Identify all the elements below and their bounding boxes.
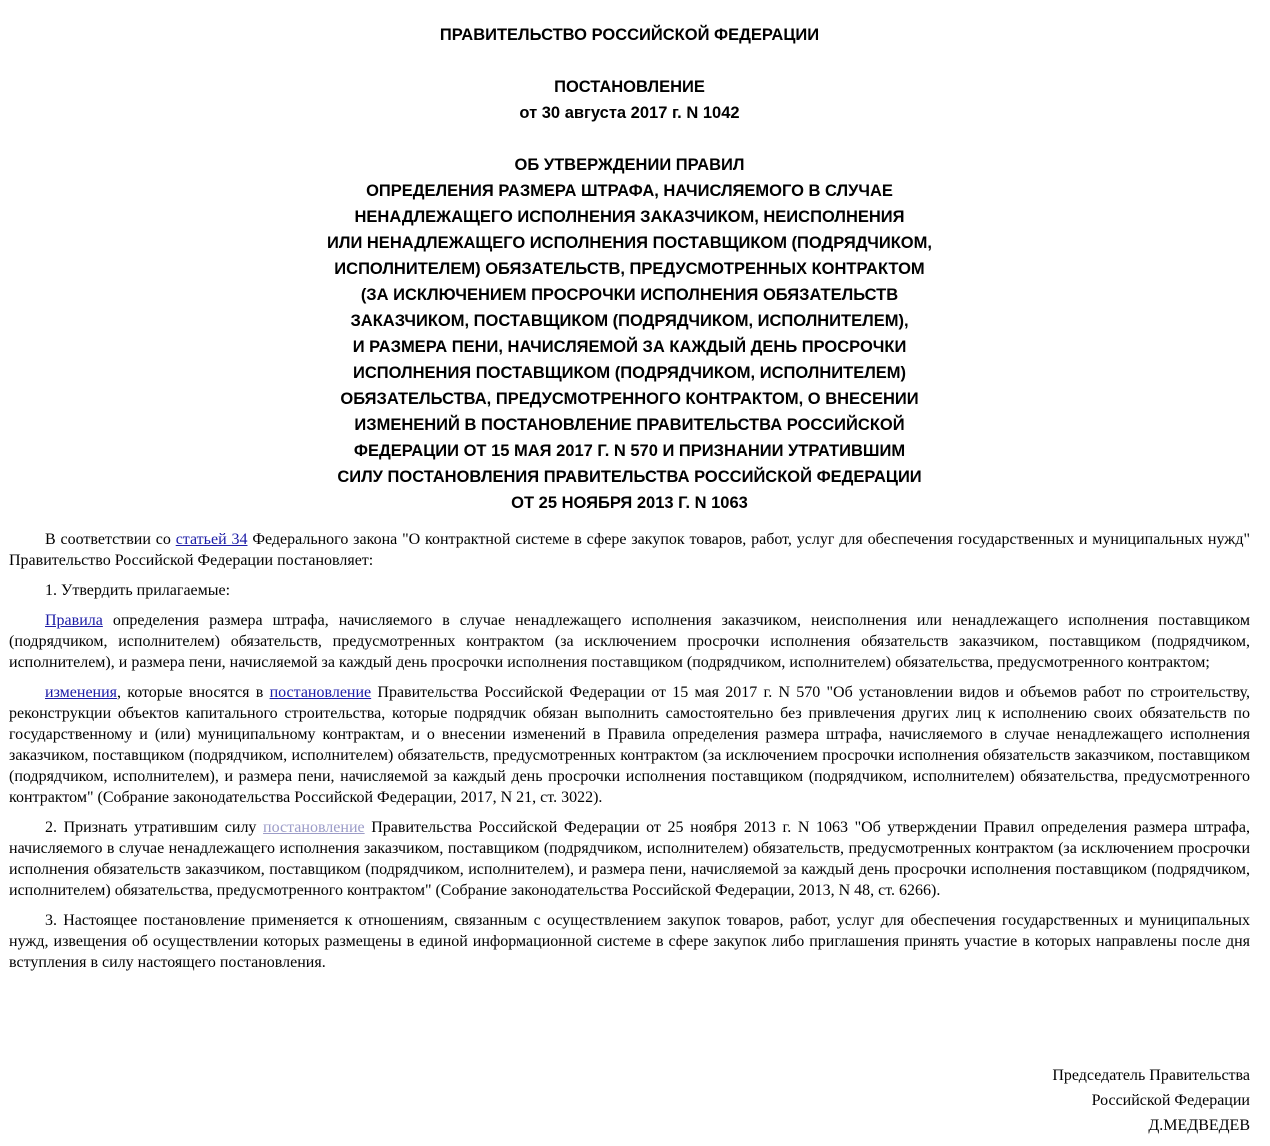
title-line: ИСПОЛНИТЕЛЕМ) ОБЯЗАТЕЛЬСТВ, ПРЕДУСМОТРЕННЫХ КОНТРАКТОМ <box>334 260 925 278</box>
title-line: ФЕДЕРАЦИИ ОТ 15 МАЯ 2017 Г. N 570 И ПРИЗНАНИИ УТРАТИВШИМ <box>353 442 906 460</box>
item-2-text-before: 2. Признать утратившим силу <box>45 819 264 836</box>
title-line: ОТ 25 НОЯБРЯ 2013 Г. N 1063 <box>511 494 748 512</box>
rules-text: определения размера штрафа, начисляемого в случае ненадлежащего исполнения заказчиком, неисполнения или ненадлежащего исполнения поставщиком (подрядчиком, исполнителем) обязательств, предусмотренных контрактом (за исключением просрочки исполнения обязательств заказчиком, поставщиком (подрядчиком, исполнителем), и размера пени, начисляемой за каждый день просрочки исполнения поставщиком (подрядчиком, исполнителем) обязательства, предусмотренного контрактом; <box>9 612 1250 671</box>
government-heading: ПРАВИТЕЛЬСТВО РОССИЙСКОЙ ФЕДЕРАЦИИ <box>439 26 820 44</box>
resolution-1063-link[interactable]: постановление <box>263 819 365 836</box>
title-line: ОПРЕДЕЛЕНИЯ РАЗМЕРА ШТРАФА, НАЧИСЛЯЕМОГО В СЛУЧАЕ <box>366 182 893 200</box>
title-line: ИЛИ НЕНАДЛЕЖАЩЕГО ИСПОЛНЕНИЯ ПОСТАВЩИКОМ (ПОДРЯДЧИКОМ, <box>327 234 932 252</box>
signature-name: Д.МЕДВЕДЕВ <box>1148 1117 1250 1134</box>
changes-paragraph <box>9 682 1250 808</box>
title-line: И РАЗМЕРА ПЕНИ, НАЧИСЛЯЕМОЙ ЗА КАЖДЫЙ ДЕНЬ ПРОСРОЧКИ <box>352 338 907 356</box>
document-body <box>9 529 1250 973</box>
changes-text: Правительства Российской Федерации от 15 мая 2017 г. N 570 "Об установлении видов и объемов работ по строительству, реконструкции объектов капитального строительства, которые подрядчик обязан выполнить самостоятельно без привлечения других лиц к исполнению своих обязательств по государственному и (или) муниципальному контрактам, и о внесении изменений в Правила определения размера штрафа, начисляемого в случае ненадлежащего исполнения заказчиком, поставщиком (подрядчиком, исполнителем) обязательств, предусмотренных контрактом (за исключением просрочки исполнения обязательств заказчиком, поставщиком (подрядчиком, исполнителем), и размера пени, начисляемой за каждый день просрочки исполнения поставщиком (подрядчиком, исполнителем) обязательства, предусмотренного контрактом" (Собрание законодательства Российской Федерации, 2017, N 21, ст. 3022). <box>9 684 1251 806</box>
title-line: ОБ УТВЕРЖДЕНИИ ПРАВИЛ <box>514 156 745 174</box>
document-title <box>9 152 1250 516</box>
title-line: ИЗМЕНЕНИЙ В ПОСТАНОВЛЕНИЕ ПРАВИТЕЛЬСТВА РОССИЙСКОЙ <box>354 416 905 434</box>
changes-link[interactable]: изменения <box>45 684 118 701</box>
item-2-paragraph <box>9 817 1250 901</box>
document-date: от 30 августа 2017 г. N 1042 <box>519 104 740 122</box>
title-line: ОБЯЗАТЕЛЬСТВА, ПРЕДУСМОТРЕННОГО КОНТРАКТОМ, О ВНЕСЕНИИ <box>340 390 919 408</box>
intro-paragraph <box>9 529 1250 571</box>
signature-position: Председатель Правительства <box>1052 1067 1250 1084</box>
resolution-570-link[interactable]: постановление <box>269 684 372 701</box>
changes-mid-text: , которые вносятся в <box>117 684 270 701</box>
rules-link[interactable]: Правила <box>45 612 103 629</box>
item-1-paragraph: 1. Утвердить прилагаемые: <box>45 582 231 599</box>
title-line: (ЗА ИСКЛЮЧЕНИЕМ ПРОСРОЧКИ ИСПОЛНЕНИЯ ОБЯЗАТЕЛЬСТВ <box>360 286 899 304</box>
title-line: НЕНАДЛЕЖАЩЕГО ИСПОЛНЕНИЯ ЗАКАЗЧИКОМ, НЕИСПОЛНЕНИЯ <box>354 208 905 226</box>
document-type: ПОСТАНОВЛЕНИЕ <box>554 78 705 96</box>
rules-paragraph <box>9 610 1250 673</box>
signature-block <box>1052 1063 1250 1138</box>
article-34-link[interactable]: статьей 34 <box>175 531 248 548</box>
title-line: ЗАКАЗЧИКОМ, ПОСТАВЩИКОМ (ПОДРЯДЧИКОМ, ИСПОЛНИТЕЛЕМ), <box>350 312 909 330</box>
document <box>9 0 1250 982</box>
intro-text-after: Федерального закона "О контрактной системе в сфере закупок товаров, работ, услуг для обеспечения государственных и муниципальных нужд" Правительство Российской Федерации постановляет: <box>9 531 1250 569</box>
item-3-paragraph: 3. Настоящее постановление применяется к отношениям, связанным с осуществлением закупок товаров, работ, услуг для обеспечения государственных и муниципальных нужд, извещения об осуществлении которых размещены в единой информационной системе в сфере закупок либо приглашения принять участие в которых направлены после дня вступления в силу настоящего постановления. <box>9 912 1250 971</box>
intro-text-before: В соответствии со <box>45 531 176 548</box>
item-2-text-after: Правительства Российской Федерации от 25 ноября 2013 г. N 1063 "Об утверждении Правил определения размера штрафа, начисляемого в случае ненадлежащего исполнения заказчиком, поставщиком (подрядчиком, исполнителем) обязательств, предусмотренных контрактом (за исключением просрочки исполнения обязательств заказчиком, поставщиком (подрядчиком, исполнителем), и размера пени, начисляемой за каждый день просрочки исполнения поставщиком (подрядчиком, исполнителем) обязательства, предусмотренного контрактом" (Собрание законодательства Российской Федерации, 2013, N 48, ст. 6266). <box>9 819 1251 899</box>
title-line: СИЛУ ПОСТАНОВЛЕНИЯ ПРАВИТЕЛЬСТВА РОССИЙСКОЙ ФЕДЕРАЦИИ <box>337 468 922 486</box>
signature-organization: Российской Федерации <box>1091 1092 1250 1109</box>
title-line: ИСПОЛНЕНИЯ ПОСТАВЩИКОМ (ПОДРЯДЧИКОМ, ИСПОЛНИТЕЛЕМ) <box>352 364 907 382</box>
